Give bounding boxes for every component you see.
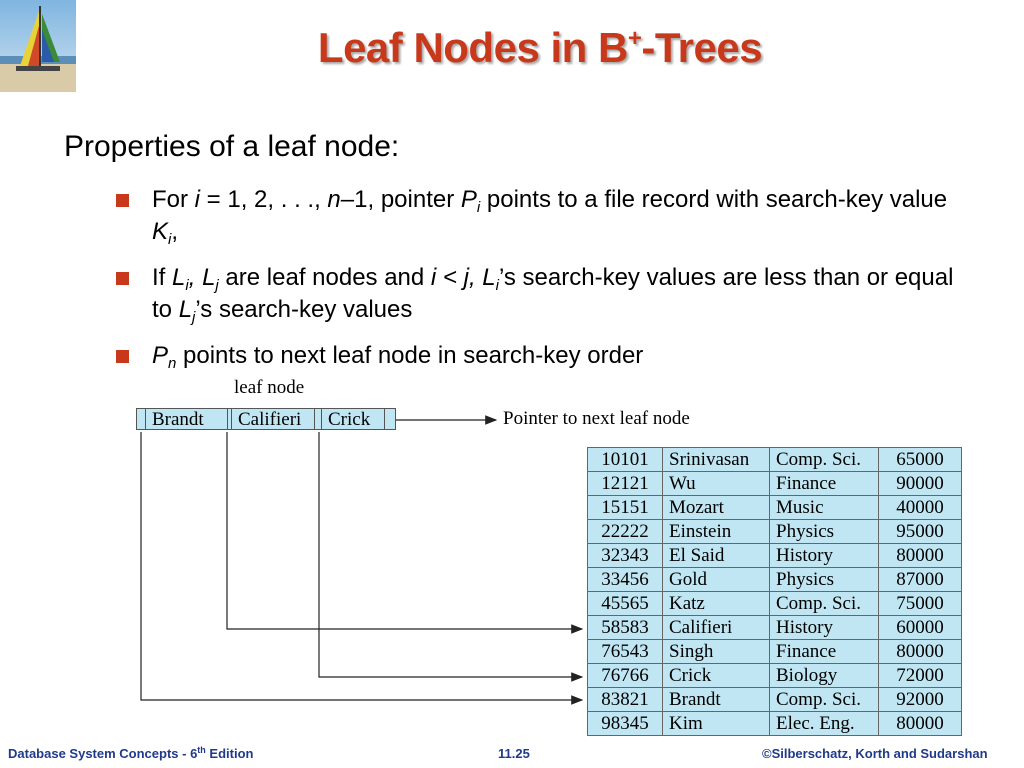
table-cell: Music — [770, 496, 879, 520]
table-cell: 80000 — [879, 640, 962, 664]
table-cell: Comp. Sci. — [770, 448, 879, 472]
leaf-key-cell: Brandt — [145, 408, 228, 430]
califieri-pointer-arrow — [227, 432, 582, 629]
crick-pointer-arrow — [319, 432, 582, 677]
leaf-node-label: leaf node — [234, 377, 305, 398]
table-cell: Comp. Sci. — [770, 592, 879, 616]
table-cell: Physics — [770, 568, 879, 592]
pointer-label: Pointer to next leaf node — [503, 408, 690, 429]
table-cell: Wu — [663, 472, 770, 496]
table-cell: 87000 — [879, 568, 962, 592]
table-cell: Gold — [663, 568, 770, 592]
table-cell: Mozart — [663, 496, 770, 520]
table-cell: History — [770, 616, 879, 640]
title-rest: -Trees — [641, 24, 763, 71]
leaf-key-cell: Califieri — [231, 408, 315, 430]
table-cell: Finance — [770, 472, 879, 496]
table-cell: Katz — [663, 592, 770, 616]
table-cell: Biology — [770, 664, 879, 688]
title-sup: + — [627, 25, 642, 52]
table-cell: El Said — [663, 544, 770, 568]
table-cell: Brandt — [663, 688, 770, 712]
table-cell: Finance — [770, 640, 879, 664]
table-cell: Singh — [663, 640, 770, 664]
bullet-2: If $L_i$, $L_j$ are leaf nodes and i < j, $L_i’s$ search-key values are less than or equal to $L_j’s$ search-key values — [116, 262, 956, 326]
table-cell: 32343 — [588, 544, 663, 568]
table-cell: 80000 — [879, 712, 962, 736]
table-cell: Elec. Eng. — [770, 712, 879, 736]
brandt-pointer-arrow — [141, 432, 582, 700]
table-cell: 92000 — [879, 688, 962, 712]
table-cell: 75000 — [879, 592, 962, 616]
table-cell: Kim — [663, 712, 770, 736]
table-cell: Srinivasan — [663, 448, 770, 472]
table-cell: 33456 — [588, 568, 663, 592]
table-cell: 60000 — [879, 616, 962, 640]
table-cell: Comp. Sci. — [770, 688, 879, 712]
table-cell: 98345 — [588, 712, 663, 736]
footer-left: Database System Concepts - 6th Edition — [8, 745, 254, 761]
table-cell: Crick — [663, 664, 770, 688]
table-cell: 76766 — [588, 664, 663, 688]
table-cell: 15151 — [588, 496, 663, 520]
bullet-1: For i = 1, 2, . . ., n–1, pointer $P_i$ points to a file record with search-key value $K_i$, — [116, 184, 956, 248]
leaf-key-cell: Crick — [321, 408, 385, 430]
table-cell: 72000 — [879, 664, 962, 688]
section-heading: Properties of a leaf node: — [64, 130, 400, 163]
table-cell: 83821 — [588, 688, 663, 712]
footer-right: ©Silberschatz, Korth and Sudarshan — [762, 746, 988, 761]
table-cell: 80000 — [879, 544, 962, 568]
footer-page-number: 11.25 — [498, 746, 530, 761]
table-cell: 65000 — [879, 448, 962, 472]
table-cell: 90000 — [879, 472, 962, 496]
table-cell: History — [770, 544, 879, 568]
table-cell: 22222 — [588, 520, 663, 544]
table-cell: Califieri — [663, 616, 770, 640]
table-cell: Einstein — [663, 520, 770, 544]
table-cell: Physics — [770, 520, 879, 544]
bullet-3: $P_n$ points to next leaf node in search-key order — [116, 340, 956, 372]
table-cell: 95000 — [879, 520, 962, 544]
title-text: Leaf Nodes in B — [317, 24, 628, 71]
table-cell: 45565 — [588, 592, 663, 616]
table-cell: 76543 — [588, 640, 663, 664]
table-cell: 40000 — [879, 496, 962, 520]
table-cell: 12121 — [588, 472, 663, 496]
table-cell: 10101 — [588, 448, 663, 472]
table-cell: 58583 — [588, 616, 663, 640]
